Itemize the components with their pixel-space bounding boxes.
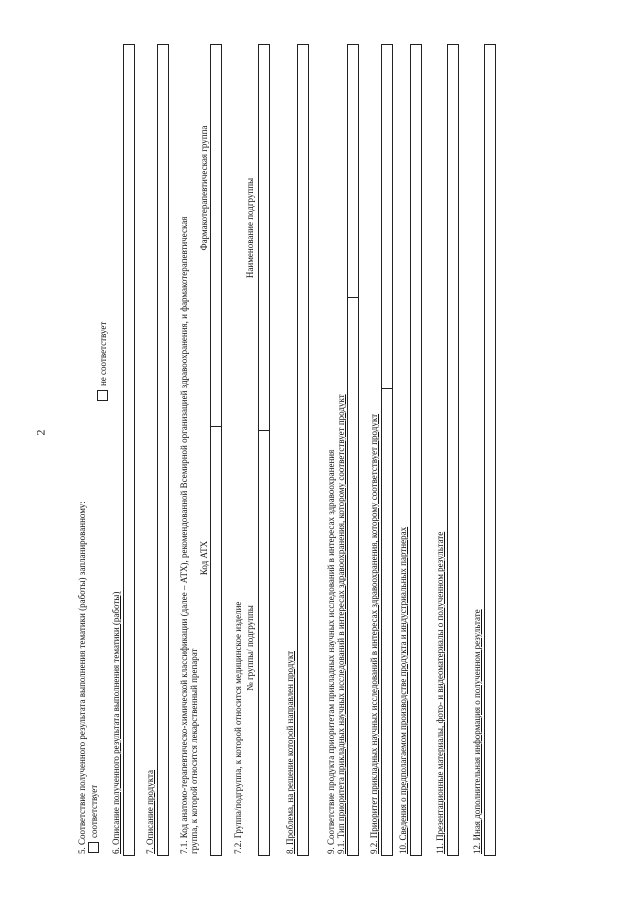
s92-divider <box>382 388 392 389</box>
s5-title: 5. Соответствие полученного результата выполнения тематики (работы) запланированному: <box>77 501 87 854</box>
s71-title-line2: группа, к которой относится лекарственный препарат <box>189 648 199 854</box>
s12-title: 12. Иная дополнительная информация о полученном результате <box>472 609 482 854</box>
s11-title: 11. Презентационные материалы, фото- и видеоматериалы о полученном результате <box>435 531 445 854</box>
s71-input-box[interactable] <box>210 44 222 856</box>
s7-input-box[interactable] <box>157 44 169 856</box>
s91-input-box[interactable] <box>347 44 359 856</box>
s6-title: 6. Описание полученного результата выполнения тематики (работы) <box>111 591 121 854</box>
s72-col-subgroup-name: Наименование подгруппы <box>245 177 255 279</box>
s5-option-matches: соответствует <box>89 784 99 838</box>
checkbox-matches[interactable] <box>88 842 99 853</box>
form-page-rotated <box>75 50 515 858</box>
s91-divider <box>348 297 358 298</box>
s8-title: 8. Проблема, на решение которой направлен продукт <box>285 650 295 854</box>
s92-input-box[interactable] <box>381 44 393 856</box>
s9-title: 9. Соответствие продукта приоритетам прикладных научных исследований в интересах здравоохранения <box>326 449 336 854</box>
s5-option-not-matches: не соответствует <box>98 321 108 386</box>
s71-divider <box>211 426 221 427</box>
s7-title: 7. Описание продукта <box>145 769 155 854</box>
s10-title: 10. Сведения о предполагаемом производстве продукта и индустриальных партнерах <box>398 526 408 854</box>
s71-title-line1: 7.1. Код анатомо-терапевтическо-химической классификации (далее – АТХ), рекомендованной Всемирной организацией здравоохранения, и фармакотерапевтическая <box>179 216 189 854</box>
s6-input-box[interactable] <box>123 44 135 856</box>
s72-col-group-number: № группы/ подгруппы <box>245 605 255 691</box>
s71-col-atx-code: Код АТХ <box>199 540 209 576</box>
s92-title: 9.2. Приоритет прикладных научных исследований в интересах здравоохранения, которому соответствует продукт <box>369 413 379 854</box>
s12-input-box[interactable] <box>484 44 496 856</box>
s8-input-box[interactable] <box>297 44 309 856</box>
s11-input-box[interactable] <box>447 44 459 856</box>
s10-input-box[interactable] <box>410 44 422 856</box>
s72-divider <box>259 430 269 431</box>
checkbox-not-matches[interactable] <box>97 390 108 401</box>
s72-title: 7.2. Группа/подгруппа, к которой относится медицинское изделие <box>233 601 243 854</box>
s72-input-box[interactable] <box>258 44 270 856</box>
s71-col-pharm-group: Фармакотерапевтическая группа <box>199 125 209 251</box>
page-number: 2 <box>33 429 48 436</box>
s91-title: 9.1. Тип приоритета прикладных научных исследований в интересах здравоохранения, которому соответствует продукт <box>336 394 346 854</box>
